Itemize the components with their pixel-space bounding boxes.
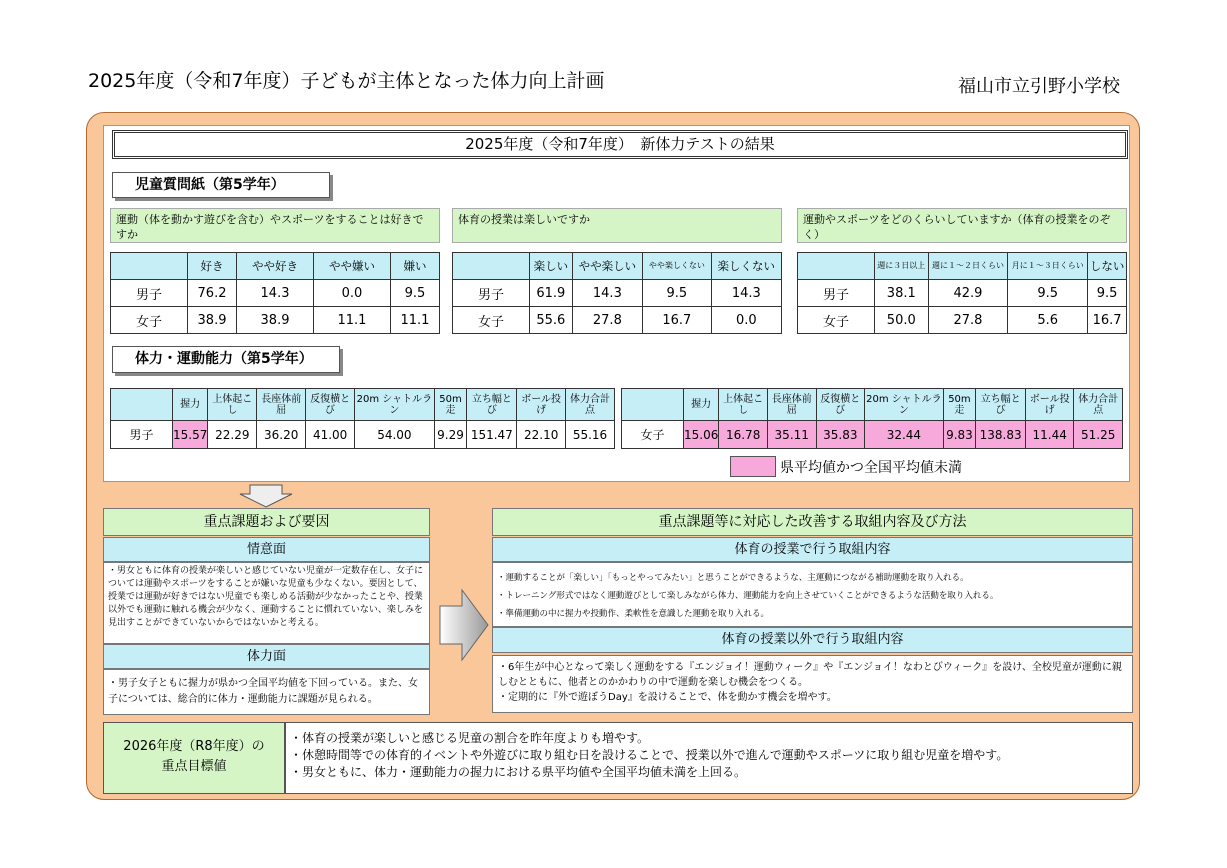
fitness-value: 51.25: [1074, 421, 1123, 449]
survey-question: 運動（体を動かす遊びを含む）やスポーツをすることは好きですか: [110, 208, 440, 243]
survey-question: 運動やスポーツをどのくらいしていますか（体育の授業をのぞく）: [797, 208, 1127, 243]
survey-col-header: しない: [1088, 253, 1127, 280]
row-label: 男子: [111, 421, 173, 449]
table-row: [111, 307, 440, 334]
other-measures-list: [492, 655, 1133, 713]
survey-table: [110, 252, 440, 334]
row-label: 女子: [453, 307, 530, 334]
table-row: [798, 280, 1127, 307]
fitness-col-header: 上体起こし: [208, 389, 257, 421]
survey-col-header: 月に１～３日くらい: [1008, 253, 1088, 280]
physical-title: 体力面: [103, 644, 430, 669]
survey-section-title: 児童質問紙（第5学年）: [112, 172, 330, 198]
survey-value: 11.1: [313, 307, 390, 334]
fitness-col-header: 反復横とび: [306, 389, 355, 421]
table-row: [622, 421, 1123, 449]
survey-value: 76.2: [188, 280, 237, 307]
results-banner: 2025年度（令和7年度） 新体力テストの結果: [112, 130, 1128, 159]
survey-value: 9.5: [1088, 280, 1127, 307]
survey-value: 14.3: [237, 280, 314, 307]
survey-value: 9.5: [390, 280, 439, 307]
row-label: 男子: [111, 280, 188, 307]
list-item: ・運動することが「楽しい」「もっとやってみたい」と思うことができるような、主運動につながる補助運動を取り入れる。: [497, 573, 969, 583]
survey-table: [452, 252, 782, 334]
boys-fitness-table: [110, 388, 615, 449]
issues-title: 重点課題および要因: [103, 508, 430, 536]
goals-title-line1: 2026年度（R8年度）の: [123, 739, 265, 754]
legend-swatch: [730, 456, 776, 477]
survey-col-header: やや楽しい: [572, 253, 642, 280]
survey-col-header: 週に３日以上: [875, 253, 929, 280]
fitness-value: 9.29: [434, 421, 467, 449]
fitness-value: 35.11: [767, 421, 816, 449]
fitness-section-title: 体力・運動能力（第5学年）: [112, 346, 340, 373]
legend-label: 県平均値かつ全国平均値未満: [780, 460, 962, 476]
table-row: [798, 307, 1127, 334]
fitness-value: 9.83: [943, 421, 976, 449]
fitness-col-header: 立ち幅とび: [467, 389, 517, 421]
fitness-col-header: 反復横とび: [816, 389, 865, 421]
fitness-col-header: 体力合計点: [566, 389, 615, 421]
affective-title: 情意面: [103, 537, 430, 562]
pe-measures-title: 体育の授業で行う取組内容: [492, 537, 1133, 562]
goals-title: [103, 722, 285, 794]
survey-value: 14.3: [711, 280, 781, 307]
survey-question: 体育の授業は楽しいですか: [452, 208, 782, 243]
table-row: [111, 280, 440, 307]
survey-table: [797, 252, 1127, 334]
fitness-col-header: 立ち幅とび: [976, 389, 1026, 421]
survey-value: 16.7: [643, 307, 712, 334]
measures-title: 重点課題等に対応した改善する取組内容及び方法: [492, 508, 1133, 536]
down-arrow-icon: [238, 484, 294, 508]
survey-value: 11.1: [390, 307, 439, 334]
fitness-value: 41.00: [306, 421, 355, 449]
survey-value: 55.6: [530, 307, 573, 334]
row-label: 女子: [798, 307, 875, 334]
fitness-col-header: 長座体前屈: [257, 389, 306, 421]
fitness-col-header: 握力: [173, 389, 208, 421]
fitness-col-header: 握力: [684, 389, 719, 421]
survey-value: 38.9: [188, 307, 237, 334]
survey-col-header: 嫌い: [390, 253, 439, 280]
list-item: ・体育の授業が楽しいと感じる児童の割合を昨年度よりも増やす。: [290, 731, 650, 745]
fitness-value: 35.83: [816, 421, 865, 449]
survey-col-header: 週に１～２日くらい: [928, 253, 1008, 280]
fitness-col-header: 20m シャトルラン: [355, 389, 435, 421]
school-name: 福山市立引野小学校: [958, 76, 1120, 97]
physical-text: ・男子女子ともに握力が県かつ全国平均値を下回っている。また、女子については、総合的に体力・運動能力に課題が見られる。: [103, 669, 430, 715]
survey-value: 27.8: [572, 307, 642, 334]
survey-col-header: 楽しくない: [711, 253, 781, 280]
fitness-value: 32.44: [865, 421, 944, 449]
survey-col-header: やや楽しくない: [643, 253, 712, 280]
survey-col-header: やや嫌い: [313, 253, 390, 280]
fitness-value: 151.47: [467, 421, 517, 449]
survey-value: 9.5: [1008, 280, 1088, 307]
right-arrow-icon: [438, 588, 490, 662]
survey-value: 61.9: [530, 280, 573, 307]
fitness-col-header: ボール投げ: [1025, 389, 1073, 421]
row-label: 女子: [622, 421, 684, 449]
survey-value: 50.0: [875, 307, 929, 334]
list-item: ・6年生が中心となって楽しく運動をする『エンジョイ！運動ウィーク』や『エンジョイ！なわとびウィーク』を設け、全校児童が運動に親しむとともに、他者とのかかわりの中で運動を楽しむ機会をつくる。: [498, 662, 1122, 688]
list-item: ・定期的に『外で遊ぼうDay』を設けることで、体を動かす機会を増やす。: [498, 692, 837, 703]
survey-col-header: 楽しい: [530, 253, 573, 280]
fitness-col-header: 50m走: [434, 389, 467, 421]
fitness-value: 16.78: [719, 421, 768, 449]
fitness-value: 36.20: [257, 421, 306, 449]
survey-value: 9.5: [643, 280, 712, 307]
table-row: [453, 307, 782, 334]
fitness-value: 138.83: [976, 421, 1026, 449]
row-label: 男子: [798, 280, 875, 307]
goals-title-line2: 重点目標値: [161, 759, 227, 774]
survey-value: 27.8: [928, 307, 1008, 334]
affective-text: ・男女ともに体育の授業が楽しいと感じていない児童が一定数存在し、女子については運動やスポーツをすることが嫌いな児童も少なくない。要因として、授業では運動が好きではない児童でも楽しめる活動が少なかったことや、授業以外でも運動に触れる機会が少なく、運動することに慣れていない、楽しみを見出すことができていないからではないかと考える。: [103, 562, 430, 644]
fitness-col-header: 50m走: [943, 389, 976, 421]
goals-list: [285, 722, 1133, 794]
girls-fitness-table: [621, 388, 1123, 449]
row-label: 男子: [453, 280, 530, 307]
fitness-value: 54.00: [355, 421, 435, 449]
list-item: ・トレーニング形式ではなく運動遊びとして楽しみながら体力、運動能力を向上させていくことができるような活動を取り入れる。: [497, 591, 999, 601]
list-item: ・男女ともに、体力・運動能力の握力における県平均値や全国平均値未満を上回る。: [290, 765, 747, 779]
survey-value: 38.1: [875, 280, 929, 307]
fitness-col-header: 体力合計点: [1074, 389, 1123, 421]
fitness-value: 22.10: [517, 421, 566, 449]
other-measures-title: 体育の授業以外で行う取組内容: [492, 627, 1133, 653]
table-row: [111, 421, 615, 449]
table-row: [453, 280, 782, 307]
pe-measures-list: [492, 562, 1133, 627]
page-title: 2025年度（令和7年度）子どもが主体となった体力向上計画: [88, 70, 605, 92]
fitness-value: 15.06: [684, 421, 719, 449]
fitness-value: 22.29: [208, 421, 257, 449]
survey-value: 14.3: [572, 280, 642, 307]
fitness-col-header: 長座体前屈: [767, 389, 816, 421]
fitness-value: 15.57: [173, 421, 208, 449]
list-item: ・休憩時間等での体育的イベントや外遊びに取り組む日を設けることで、授業以外で進んで運動やスポーツに取り組む児童を増やす。: [290, 748, 1009, 762]
survey-col-header: やや好き: [237, 253, 314, 280]
row-label: 女子: [111, 307, 188, 334]
survey-value: 0.0: [711, 307, 781, 334]
fitness-col-header: 20m シャトルラン: [865, 389, 944, 421]
fitness-col-header: 上体起こし: [719, 389, 768, 421]
survey-value: 0.0: [313, 280, 390, 307]
survey-value: 5.6: [1008, 307, 1088, 334]
fitness-value: 11.44: [1025, 421, 1073, 449]
survey-value: 38.9: [237, 307, 314, 334]
survey-value: 42.9: [928, 280, 1008, 307]
survey-col-header: 好き: [188, 253, 237, 280]
fitness-value: 55.16: [566, 421, 615, 449]
survey-value: 16.7: [1088, 307, 1127, 334]
fitness-col-header: ボール投げ: [517, 389, 566, 421]
list-item: ・準備運動の中に握力や投動作、柔軟性を意識した運動を取り入れる。: [497, 609, 770, 619]
